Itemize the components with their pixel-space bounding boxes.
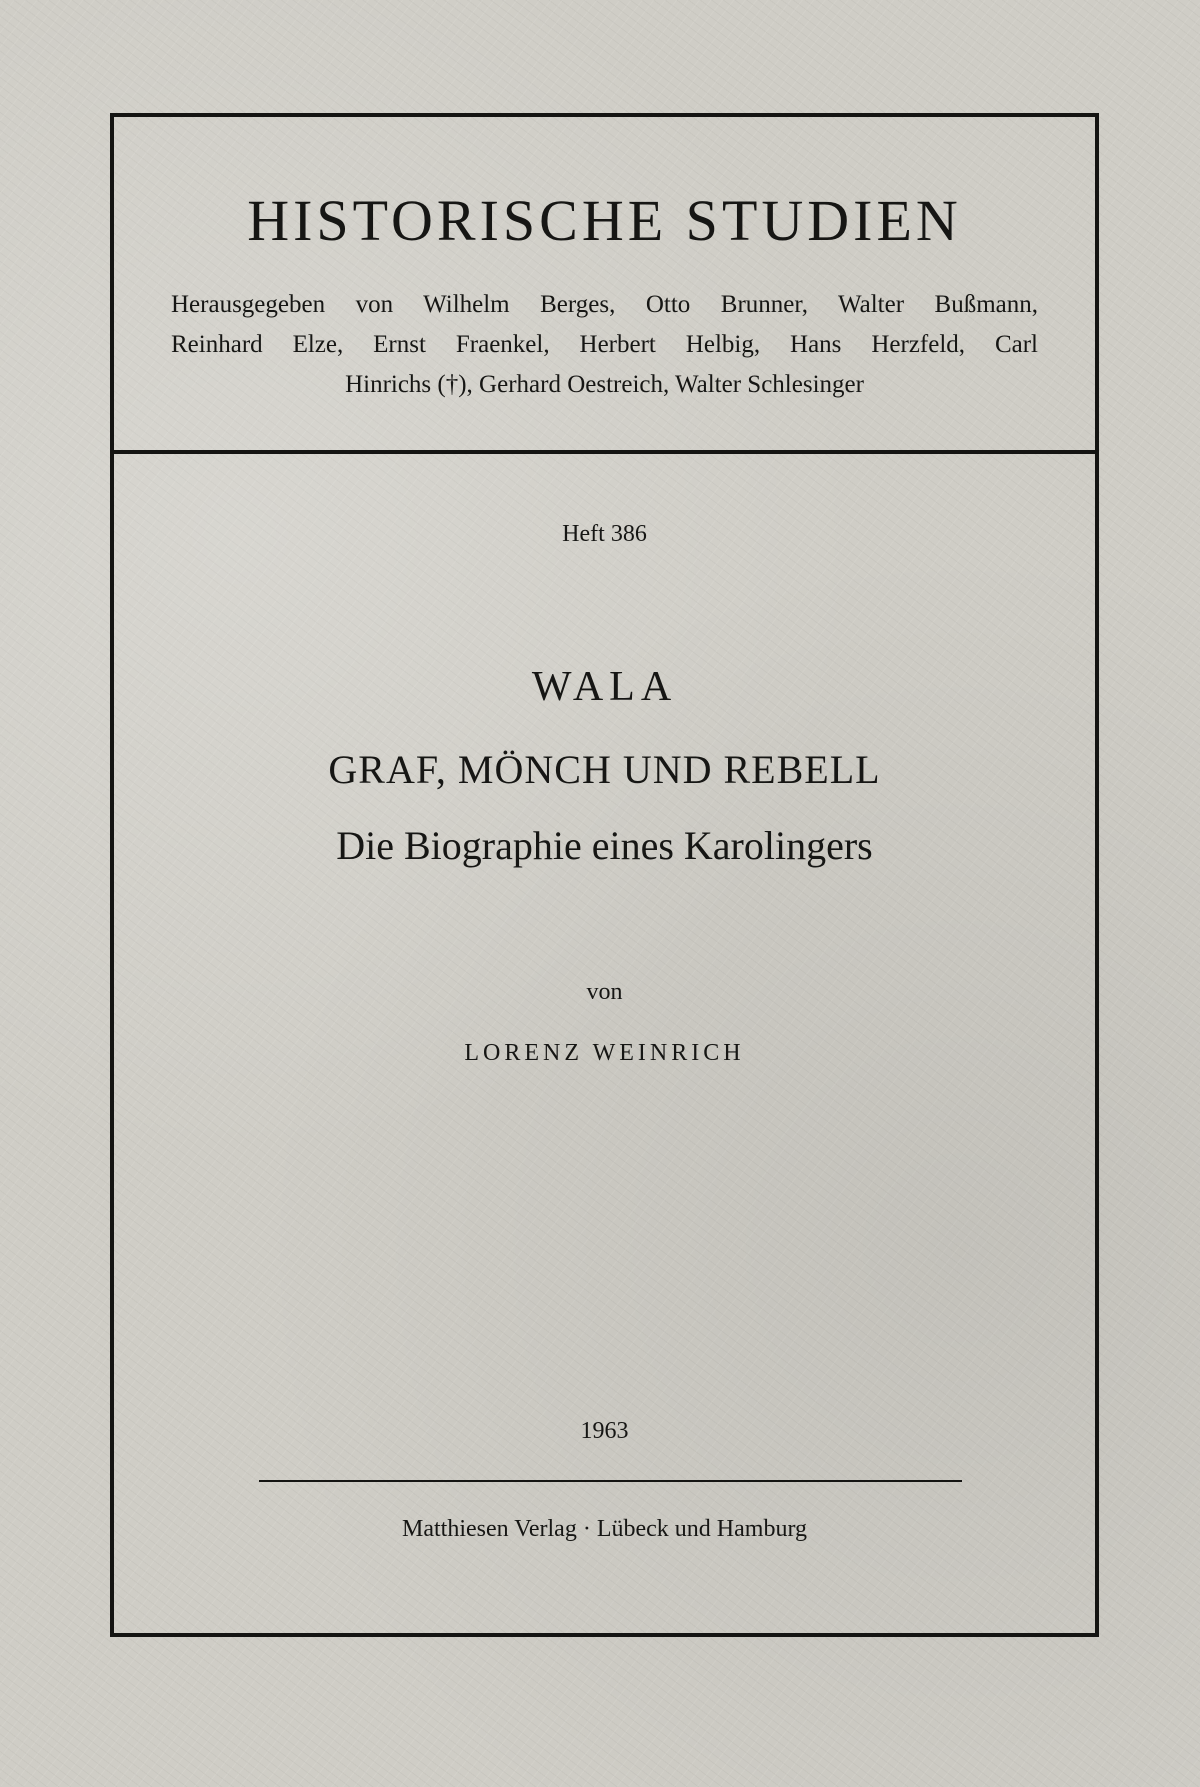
publisher-divider: [259, 1480, 962, 1482]
book-subtitle: GRAF, MÖNCH UND REBELL: [328, 747, 881, 792]
cover-frame: [110, 113, 1099, 1637]
publisher-line: Matthiesen Verlag · Lübeck und Hamburg: [401, 1516, 807, 1542]
editors-block: [171, 285, 1038, 405]
author-name: LORENZ WEINRICH: [464, 1040, 745, 1066]
by-label: von: [586, 979, 623, 1005]
publication-year: 1963: [580, 1418, 629, 1444]
book-title: WALA: [531, 664, 678, 710]
series-title: HISTORISCHE STUDIEN: [247, 188, 962, 253]
book-description: Die Biographie eines Karolingers: [336, 823, 873, 868]
editors-line-3: Hinrichs (†), Gerhard Oestreich, Walter Schlesinger: [345, 371, 864, 398]
issue-number: Heft 386: [562, 521, 647, 547]
series-header-box: [114, 117, 1095, 454]
editors-line-1: Herausgegeben von Wilhelm Berges, Otto Brunner, Walter Bußmann,: [171, 291, 1038, 318]
editors-line-2: Reinhard Elze, Ernst Fraenkel, Herbert Helbig, Hans Herzfeld, Carl: [171, 331, 1038, 358]
